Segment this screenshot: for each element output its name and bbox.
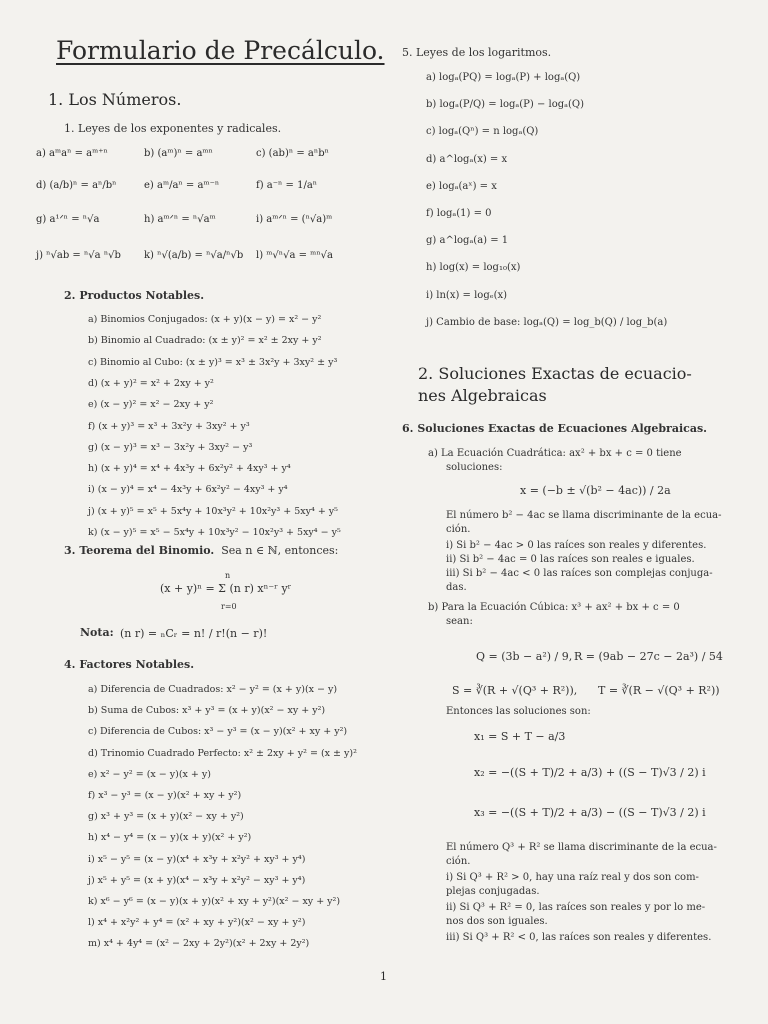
factor-item-5: f) x³ − y³ = (x − y)(x² + xy + y²) [88,790,242,801]
factor-item-8: i) x⁵ − y⁵ = (x − y)(x⁴ + x³y + x²y² + xy³ + y⁴) [88,853,306,865]
productos-title: 2. Productos Notables. [64,289,205,302]
log-item-9: j) Cambio de base: logₐ(Q) = log_b(Q) / log_b(a) [426,316,668,328]
section-1-heading: 1. Los Números. [48,90,182,109]
cub-T: T = ∛(R − √(Q³ + R²)) [598,684,720,697]
factor-item-0: a) Diferencia de Cuadrados: x² − y² = (x + y)(x − y) [88,684,338,695]
quad-disc-2: ción. [446,524,471,535]
cub-case-i-2: plejas conjugadas. [446,886,540,897]
factor-item-6: g) x³ + y³ = (x + y)(x² − xy + y²) [88,811,244,823]
log-item-7: h) log(x) = log₁₀(x) [426,262,521,274]
factores-title: 4. Factores Notables. [64,658,195,671]
factor-item-11: l) x⁴ + x²y² + y⁴ = (x² + xy + y²)(x² − xy + y²) [88,917,306,929]
cub-x2: x₂ = −((S + T)/2 + a/3) + ((S − T)√3 / 2) i [474,766,706,779]
producto-item-8: i) (x − y)⁴ = x⁴ − 4x³y + 6x²y² − 4xy³ + y⁴ [88,484,288,496]
producto-item-7: h) (x + y)⁴ = x⁴ + 4x³y + 6x²y² + 4xy³ + y⁴ [88,463,291,475]
exp-rule-c: c) (ab)ⁿ = aⁿbⁿ [256,148,329,159]
producto-item-6: g) (x − y)³ = x³ − 3x²y + 3xy² − y³ [88,441,253,453]
cub-then: Entonces las soluciones son: [446,706,591,717]
cub-S: S = ∛(R + √(Q³ + R²)), [452,684,578,697]
exp-rule-l: l) ᵐ√ⁿ√a = ᵐⁿ√a [256,250,333,261]
binomio-intro: Sea n ∈ ℕ, entonces: [221,544,339,557]
nota-formula: (n r) = ₙCᵣ = n! / r!(n − r)! [120,627,268,640]
page-title: Formulario de Precálculo. [56,36,385,65]
log-item-8: i) ln(x) = logₑ(x) [426,289,508,301]
exp-row-1 [36,148,329,159]
page-number: 1 [380,970,387,983]
exp-rule-k: k) ⁿ√(a/b) = ⁿ√a/ⁿ√b [144,250,244,261]
logaritmos-title: 5. Leyes de los logaritmos. [402,46,552,59]
producto-item-5: f) (x + y)³ = x³ + 3x²y + 3xy² + y³ [88,420,250,432]
exp-rule-b: b) (aᵐ)ⁿ = aᵐⁿ [144,148,213,159]
exp-rule-i: i) aᵐᐟⁿ = (ⁿ√a)ᵐ [256,214,333,225]
exp-rule-h: h) aᵐᐟⁿ = ⁿ√aᵐ [144,214,216,225]
factor-item-3: d) Trinomio Cuadrado Perfecto: x² ± 2xy + y² = (x ± y)² [88,747,357,759]
exp-row-4 [36,250,333,261]
nota-label: Nota: [80,626,114,639]
log-item-2: c) logₐ(Qⁿ) = n logₐ(Q) [426,126,539,138]
producto-item-3: d) (x + y)² = x² + 2xy + y² [88,377,214,389]
cub-disc-2: ción. [446,856,471,867]
soluciones-title: 6. Soluciones Exactas de Ecuaciones Algebraicas. [402,422,708,435]
cub-case-ii-1: ii) Si Q³ + R² = 0, las raíces son reales y por lo me- [446,902,706,913]
cub-x1: x₁ = S + T − a/3 [474,730,566,743]
log-item-3: d) a^logₐ(x) = x [426,153,508,165]
quad-case-iii-1: iii) Si b² − 4ac < 0 las raíces son complejas conjuga- [446,568,713,579]
quad-disc-1: El número b² − 4ac se llama discriminante de la ecua- [446,510,722,521]
exp-rule-a: a) aᵐaⁿ = aᵐ⁺ⁿ [36,148,108,159]
producto-item-10: k) (x − y)⁵ = x⁵ − 5x⁴y + 10x³y² − 10x²y³ + 5xy⁴ − y⁵ [88,527,341,538]
quad-case-iii-2: das. [446,582,467,593]
factor-item-4: e) x² − y² = (x − y)(x + y) [88,768,211,780]
factor-item-10: k) x⁶ − y⁶ = (x − y)(x + y)(x² + xy + y²)(x² − xy + y²) [88,896,341,907]
producto-item-2: c) Binomio al Cubo: (x ± y)³ = x³ ± 3x²y + 3xy² ± y³ [88,356,338,368]
producto-item-4: e) (x − y)² = x² − 2xy + y² [88,399,214,411]
quad-case-i: i) Si b² − 4ac > 0 las raíces son reales y diferentes. [446,540,707,551]
exp-rule-j: j) ⁿ√ab = ⁿ√a ⁿ√b [36,250,121,261]
exp-rule-d: d) (a/b)ⁿ = aⁿ/bⁿ [36,180,117,191]
exp-row-3 [36,214,332,225]
producto-item-0: a) Binomios Conjugados: (x + y)(x − y) = x² − y² [88,314,322,325]
quad-formula: x = (−b ± √(b² − 4ac)) / 2a [520,484,671,497]
cub-Q: Q = (3b − a²) / 9, [476,650,573,663]
log-item-6: g) a^logₐ(a) = 1 [426,235,509,247]
factor-item-2: c) Diferencia de Cubos: x³ − y³ = (x − y)(x² + xy + y²) [88,726,348,738]
log-item-0: a) logₐ(PQ) = logₐ(P) + logₐ(Q) [426,72,581,83]
cub-case-i-1: i) Si Q³ + R² > 0, hay una raíz real y dos son com- [446,872,699,883]
exp-row-2 [36,180,317,191]
cub-disc-1: El número Q³ + R² se llama discriminante de la ecua- [446,842,717,853]
factor-item-12: m) x⁴ + 4y⁴ = (x² − 2xy + 2y²)(x² + 2xy + 2y²) [88,938,310,950]
exponents-title: 1. Leyes de los exponentes y radicales. [64,122,282,135]
exp-rule-e: e) aᵐ/aⁿ = aᵐ⁻ⁿ [144,180,220,191]
cub-R: R = (9ab − 27c − 2a³) / 54 [574,650,723,663]
factor-item-9: j) x⁵ + y⁵ = (x + y)(x⁴ − x³y + x²y² − xy³ + y⁴) [88,874,306,886]
cub-case-ii-2: nos dos son iguales. [446,916,548,927]
cub-intro-2: sean: [446,616,473,627]
section-2-heading-2: nes Algebraicas [418,386,547,405]
cub-x3: x₃ = −((S + T)/2 + a/3) − ((S − T)√3 / 2) i [474,806,706,819]
binomio-title: 3. Teorema del Binomio. Sea n ∈ ℕ, entonces: [64,544,339,557]
section-2-heading-1: 2. Soluciones Exactas de ecuacio- [418,364,692,383]
factor-item-7: h) x⁴ − y⁴ = (x − y)(x + y)(x² + y²) [88,832,252,844]
cub-case-iii: iii) Si Q³ + R² < 0, las raíces son reales y diferentes. [446,932,712,943]
binomio-formula: (x + y)ⁿ = Σ (n r) xⁿ⁻ʳ yʳ [160,582,292,595]
exp-rule-f: f) a⁻ⁿ = 1/aⁿ [256,180,318,191]
quad-case-ii: ii) Si b² − 4ac = 0 las raíces son reales e iguales. [446,554,695,565]
binomio-sum-top: n [225,571,231,580]
log-item-4: e) logₐ(aˣ) = x [426,180,497,192]
log-item-1: b) logₐ(P/Q) = logₐ(P) − logₐ(Q) [426,99,585,111]
log-item-5: f) logₐ(1) = 0 [426,208,492,219]
quad-intro-2: soluciones: [446,462,503,473]
producto-item-1: b) Binomio al Cuadrado: (x ± y)² = x² ± 2xy + y² [88,335,322,347]
factor-item-1: b) Suma de Cubos: x³ + y³ = (x + y)(x² − xy + y²) [88,705,326,717]
quad-intro: a) La Ecuación Cuadrática: ax² + bx + c = 0 tiene [428,448,682,459]
cub-intro: b) Para la Ecuación Cúbica: x³ + ax² + bx + c = 0 [428,602,680,613]
binomio-sum-bottom: r=0 [221,602,237,611]
producto-item-9: j) (x + y)⁵ = x⁵ + 5x⁴y + 10x³y² + 10x²y³ + 5xy⁴ + y⁵ [88,505,338,517]
exp-rule-g: g) a¹ᐟⁿ = ⁿ√a [36,214,100,225]
